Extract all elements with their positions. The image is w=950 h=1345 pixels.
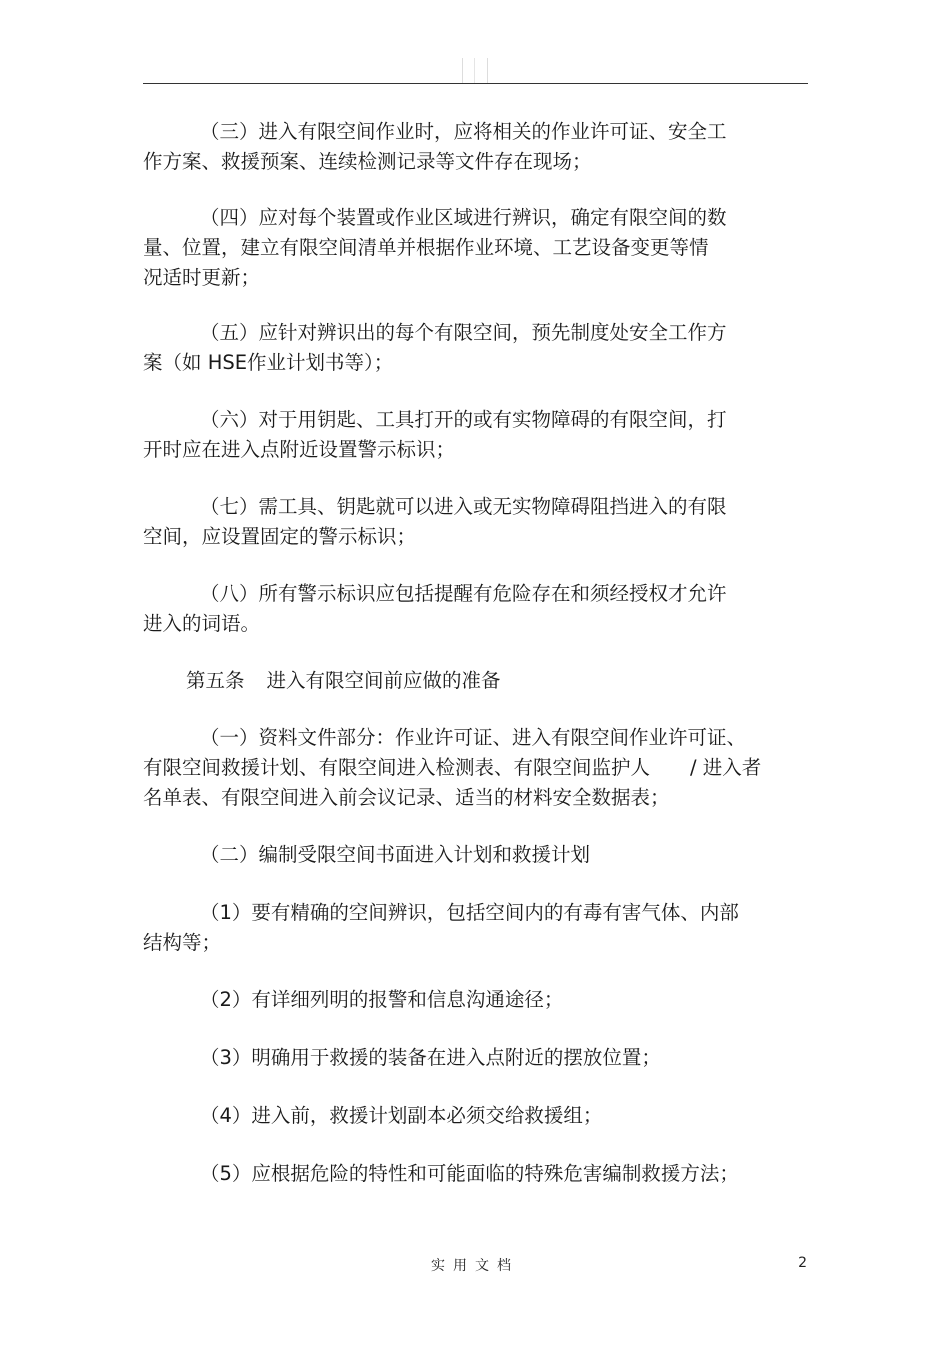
text-line: （五）应针对辨识出的每个有限空间，预先制度处安全工作方: [200, 321, 727, 344]
text-line: 开时应在进入点附近设置警示标识；: [143, 438, 456, 461]
paragraph-6: [143, 405, 783, 465]
text-line: 况适时更新；: [143, 266, 261, 289]
text-line: （八）所有警示标识应包括提醒有危险存在和须经授权才允许: [200, 582, 727, 605]
text-line: （4）进入前，救援计划副本必须交给救援组；: [200, 1104, 603, 1127]
paragraph-plan: [143, 840, 783, 870]
paragraph-8: [143, 579, 783, 639]
paragraph-3: [143, 117, 783, 177]
text-line: （四）应对每个装置或作业区域进行辨识，确定有限空间的数: [200, 206, 727, 229]
text-line: 结构等；: [143, 931, 222, 954]
paragraph-7: [143, 492, 783, 552]
item-1: [143, 898, 783, 958]
item-2: [143, 985, 783, 1015]
article-title: 进入有限空间前应做的准备: [266, 669, 501, 692]
text-line: （七）需工具、钥匙就可以进入或无实物障碍阻挡进入的有限: [200, 495, 727, 518]
item-4: [143, 1101, 783, 1131]
text-line: 名单表、有限空间进入前会议记录、适当的材料安全数据表；: [143, 786, 670, 809]
text-line: （一）资料文件部分：作业许可证、进入有限空间作业许可证、: [200, 726, 747, 749]
text-line: （1）要有精确的空间辨识，包括空间内的有毒有害气体、内部: [200, 901, 739, 924]
text-line: （三）进入有限空间作业时，应将相关的作业许可证、安全工: [200, 120, 727, 143]
text-line: 案（如 HSE作业计划书等）；: [143, 351, 394, 374]
text-line: 量、位置，建立有限空间清单并根据作业环境、工艺设备变更等情: [143, 236, 709, 259]
paragraph-4: [143, 203, 783, 293]
text-line: 进入的词语。: [143, 612, 261, 635]
footer-label: 实用文档: [431, 1258, 519, 1274]
item-3: [143, 1043, 783, 1073]
page-number: 2: [798, 1255, 807, 1271]
text-line: 作方案、救援预案、连续检测记录等文件存在现场；: [143, 150, 592, 173]
paragraph-documents: [143, 723, 783, 813]
article-heading: [143, 666, 783, 696]
text-line: （2）有详细列明的报警和信息沟通途径；: [200, 988, 564, 1011]
header-rule: [143, 83, 808, 84]
text-line: 空间，应设置固定的警示标识；: [143, 525, 417, 548]
header-mark: [462, 58, 488, 83]
article-number: 第五条: [186, 669, 245, 692]
text-line: / 进入者: [690, 756, 762, 779]
text-line: 有限空间救援计划、有限空间进入检测表、有限空间监护人: [143, 756, 651, 779]
text-line: （六）对于用钥匙、工具打开的或有实物障碍的有限空间，打: [200, 408, 727, 431]
text-line: （3）明确用于救援的装备在进入点附近的摆放位置；: [200, 1046, 661, 1069]
paragraph-5: [143, 318, 783, 378]
text-line: （二）编制受限空间书面进入计划和救援计划: [200, 843, 591, 866]
item-5: [143, 1159, 783, 1189]
text-line: （5）应根据危险的特性和可能面临的特殊危害编制救援方法；: [200, 1162, 739, 1185]
